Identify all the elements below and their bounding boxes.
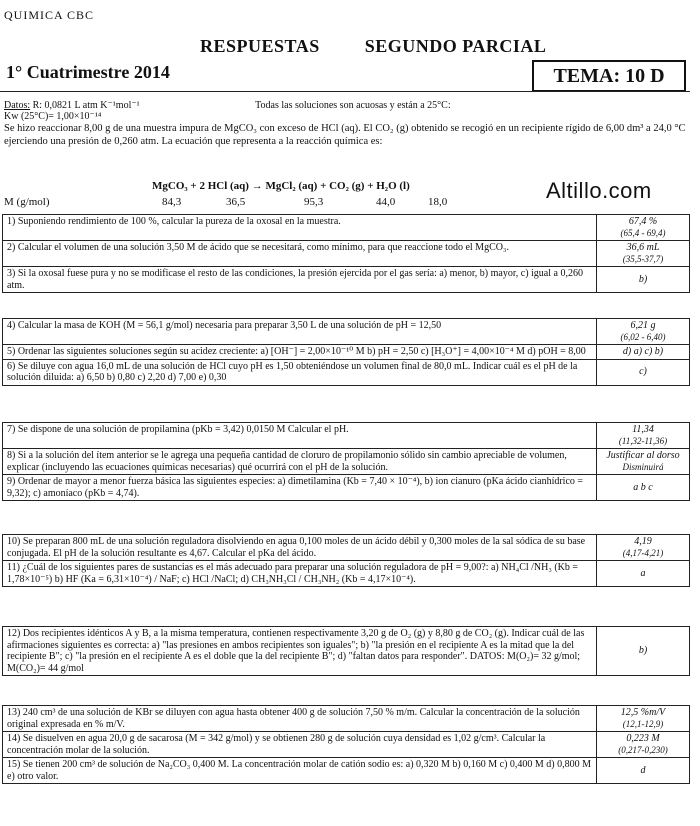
question-row	[3, 359, 690, 385]
molar-label: M (g/mol)	[4, 196, 50, 208]
question-row	[3, 732, 690, 758]
course-label: QUIMICA CBC	[4, 8, 95, 22]
term-label: 1° Cuatrimestre 2014	[6, 62, 170, 82]
answer-value: a b c	[633, 481, 653, 493]
question-text: 12) Dos recipientes idénticos A y B, a la misma temperatura, contienen respectivamente 3,20 g de O₂ (g) y 8,80 g de CO₂ (g). Indicar cuál de las afirmaciones siguientes es correcta: a) "las presiones en ambos recipientes son iguales"; b) "la presión en el recipiente A es la mitad que la del recipiente B"; c) "la presión en el recipiente A es el doble que la del recipiente B"; d) "faltan datos para responder". DATOS: M(O₂)= 32 g/mol; M(CO₂)= 44 g/mol	[3, 627, 597, 676]
question-row	[3, 758, 690, 784]
answer-value: 11,34	[632, 424, 654, 435]
question-text: 8) Si a la solución del ítem anterior se le agrega una pequeña cantidad de cloruro de propilamonio sólido sin cambio apreciable de volumen, explicar (incluyendo las ecuaciones químicas necesarias) qué ocurrirá con el pH de la solución.	[3, 449, 597, 475]
answer-cell	[597, 535, 690, 561]
answer-cell	[597, 706, 690, 732]
answer-range: (12,1-12,9)	[622, 718, 664, 729]
question-row	[3, 535, 690, 561]
gas-constant: R: 0,0821 L atm K⁻¹mol⁻¹	[32, 100, 140, 111]
molar-value: 84,3	[162, 196, 182, 208]
kw-value: Kw (25°C)= 1,00×10⁻¹⁴	[4, 111, 102, 122]
question-text: 7) Se dispone de una solución de propilamina (pKb = 3,42) 0,0150 M Calcular el pH.	[3, 423, 597, 449]
data-label: Datos:	[4, 100, 31, 111]
answer-cell	[597, 319, 690, 345]
question-row	[3, 345, 690, 360]
answer-value: a	[640, 567, 646, 579]
question-block-3	[2, 422, 690, 501]
answer-cell	[597, 475, 690, 501]
question-text: 4) Calcular la masa de KOH (M = 56,1 g/mol) necesaria para preparar 3,50 L de una solución de pH = 12,50	[3, 319, 597, 345]
answer-value: b)	[638, 273, 648, 285]
answer-note: Disminuirá	[622, 461, 664, 472]
answer-value: 12,5 %m/V	[620, 707, 666, 718]
answer-range: (0,217-0,230)	[618, 744, 668, 755]
question-text: 5) Ordenar las siguientes soluciones según su acidez creciente: a) [OH⁻] = 2,00×10⁻¹⁰ M b) pH = 2,50 c) [H₃O⁺] = 4,00×10⁻⁴ M d) pOH = 8,00	[3, 345, 597, 360]
question-text: 6) Se diluye con agua 16,0 mL de una solución de HCl cuyo pH es 1,50 obteniéndose un volumen final de 80,0 mL. Indicar cuál es el pH de la solución diluida: a) 6,50 b) 0,80 c) 2,20 d) 7,00 e) 0,30	[3, 359, 597, 385]
question-row	[3, 241, 690, 267]
question-row	[3, 423, 690, 449]
answer-value: 36,6 mL	[626, 242, 660, 253]
watermark: Altillo.com	[546, 178, 652, 203]
question-text: 10) Se preparan 800 mL de una solución reguladora disolviendo en agua 0,100 moles de un ácido débil y 0,300 moles de la sal sódica de su base conjugada. El pH de la solución resultante es 4,67. Calcular el pKa del ácido.	[3, 535, 597, 561]
question-row	[3, 561, 690, 587]
answer-value: b)	[638, 645, 648, 657]
answer-cell	[597, 345, 690, 360]
title-respuestas: RESPUESTAS	[200, 36, 320, 56]
molar-value: 44,0	[376, 196, 396, 208]
question-row	[3, 627, 690, 676]
answer-value: d	[640, 764, 646, 776]
answer-value: 67,4 %	[628, 216, 658, 227]
question-block-1	[2, 214, 690, 293]
answer-value: c)	[639, 366, 647, 378]
data-line	[4, 100, 692, 122]
answer-cell	[597, 449, 690, 475]
question-row	[3, 706, 690, 732]
question-text: 3) Si la oxosal fuese pura y no se modificase el resto de las condiciones, la presión ejercida por el gas sería: a) menor, b) mayor, c) igual a 0,260 atm.	[3, 267, 597, 293]
question-text: 2) Calcular el volumen de una solución 3,50 M de ácido que se necesitará, como mínimo, para que reaccione todo el MgCO₃.	[3, 241, 597, 267]
question-row	[3, 449, 690, 475]
question-block-5	[2, 626, 690, 676]
answer-cell	[597, 267, 690, 293]
question-text: 14) Se disuelven en agua 20,0 g de sacarosa (M = 342 g/mol) y se obtienen 280 g de solución cuya densidad es 1,02 g/cm³. Calcular la concentración molar de la solución.	[3, 732, 597, 758]
question-row	[3, 267, 690, 293]
question-row	[3, 215, 690, 241]
header-divider	[0, 91, 690, 92]
molar-value: 18,0	[428, 196, 448, 208]
answer-value: 6,21 g	[630, 320, 656, 331]
molar-value: 95,3	[304, 196, 324, 208]
answer-value: 4,19	[634, 536, 652, 547]
answer-cell	[597, 241, 690, 267]
answer-range: (11,32-11,36)	[618, 435, 668, 446]
answer-cell	[597, 215, 690, 241]
answer-value: Justificar al dorso	[606, 450, 680, 461]
question-row	[3, 475, 690, 501]
answer-range: (65,4 - 69,4)	[620, 227, 666, 238]
chemical-equation: MgCO₃ + 2 HCl (aq) → MgCl₂ (aq) + CO₂ (g) + H₂O (l)	[152, 180, 410, 192]
answer-cell	[597, 758, 690, 784]
question-text: 1) Suponiendo rendimiento de 100 %, calcular la pureza de la oxosal en la muestra.	[3, 215, 597, 241]
title-segundo-parcial: SEGUNDO PARCIAL	[364, 36, 547, 56]
question-block-2	[2, 318, 690, 386]
question-text: 11) ¿Cuál de los siguientes pares de sustancias es el más adecuado para preparar una solución reguladora de pH = 9,00?: a) NH₄Cl /NH₃ (Kb = 1,78×10⁻⁵) b) HF (Ka = 6,31×10⁻⁴) / NaF; c) HCl /NaCl; d) CH₃NH₃Cl / CH₃NH₂ (Kb = 4,17×10⁻⁴).	[3, 561, 597, 587]
answer-range: (6,02 - 6,40)	[620, 331, 666, 342]
question-text: 15) Se tienen 200 cm³ de solución de Na₂CO₃ 0,400 M. La concentración molar de catión sodio es: a) 0,320 M b) 0,160 M c) 0,400 M d) 0,800 M e) otro valor.	[3, 758, 597, 784]
answer-cell	[597, 627, 690, 676]
answer-cell	[597, 732, 690, 758]
solutions-note: Todas las soluciones son acuosas y están a 25°C:	[255, 100, 451, 111]
answer-cell	[597, 561, 690, 587]
answer-value: 0,223 M	[626, 733, 660, 744]
answer-cell	[597, 359, 690, 385]
tema-box: TEMA: 10 D	[532, 60, 686, 92]
molar-value: 36,5	[226, 196, 246, 208]
question-block-6	[2, 705, 690, 784]
question-text: 13) 240 cm³ de una solución de KBr se diluyen con agua hasta obtener 400 g de solución 7,50 % m/m. Calcular la concentración de la solución original expresada en % m/V.	[3, 706, 597, 732]
question-block-4	[2, 534, 690, 587]
answer-value: d) a) c) b)	[622, 346, 664, 357]
question-text: 9) Ordenar de mayor a menor fuerza básica las siguientes especies: a) dimetilamina (Kb = 7,40 × 10⁻⁴), b) ion cianuro (pKa ácido cianhídrico = 9,32); c) amoníaco (pKb = 4,74).	[3, 475, 597, 501]
answer-cell	[597, 423, 690, 449]
answer-range: (35,5-37,7)	[622, 253, 664, 264]
answer-range: (4,17-4,21)	[622, 547, 664, 558]
page-title	[200, 36, 546, 57]
problem-intro: Se hizo reaccionar 8,00 g de una muestra impura de MgCO₃ con exceso de HCl (aq). El CO₂ (g) obtenido se recogió en un recipiente rígido de 6,00 dm³ a 24,0 °C ejerciendo una presión de 0,260 atm. La ecuación que representa a la reacción química es:	[4, 123, 686, 147]
question-row	[3, 319, 690, 345]
